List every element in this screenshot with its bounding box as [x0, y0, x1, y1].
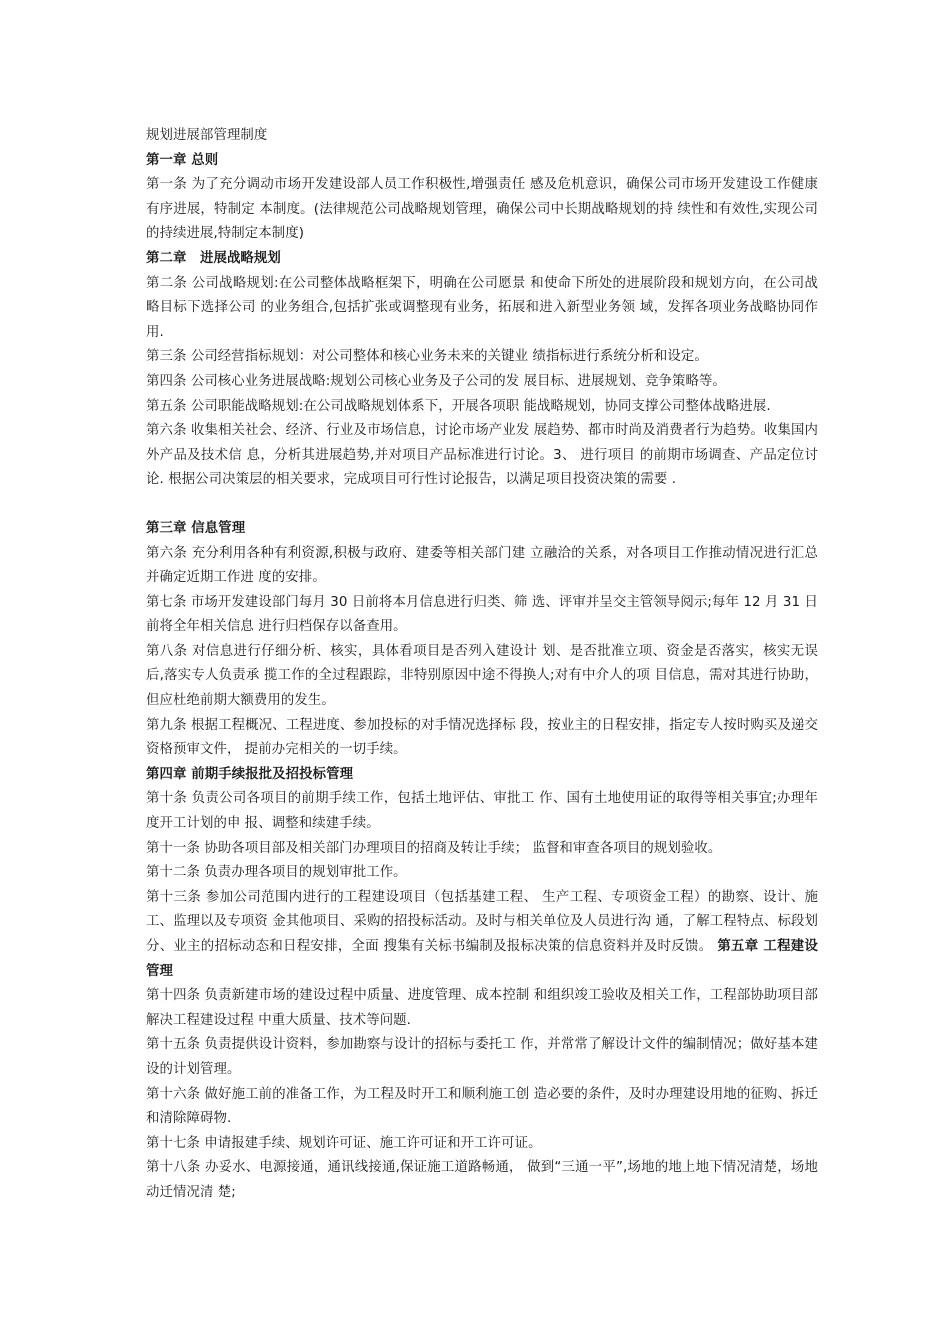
- article-18: 第十八条 办妥水、电源接通，通讯线接通,保证施工道路畅通， 做到“三通一平”,场地的地上地下情况清楚，场地动迁情况清 楚;: [146, 1160, 818, 1200]
- article-10: 第十条 负责公司各项目的前期手续工作，包括土地评估、审批工 作、国有土地使用证的取得等相关事宜;办理年度开工计划的申 报、调整和续建手续。: [146, 791, 818, 832]
- chapter-1-heading: 第一章 总则: [146, 152, 219, 168]
- chapter-4-heading: 第四章 前期手续报批及招投标管理: [146, 766, 354, 782]
- chapter-2-heading: 第二章 进展战略规划: [146, 250, 281, 266]
- article-16: 第十六条 做好施工前的准备工作，为工程及时开工和顺利施工创 造必要的条件，及时办理建设用地的征购、拆迁和清除障碍物.: [146, 1086, 818, 1127]
- article-15: 第十五条 负责提供设计资料，参加勘察与设计的招标与委托工 作，并常常了解设计文件的编制情况；做好基本建设的计划管理。: [146, 1037, 818, 1077]
- article-1: 第一条 为了充分调动市场开发建设部人员工作积极性,增强责任 感及危机意识，确保公司市场开发建设工作健康有序进展，特制定 本制度。(法律规范公司战略规划管理，确保公司中长期战略规划的持 续性和有效性,实现公司的持续进展,特制定本制度): [146, 177, 818, 242]
- article-13: [146, 886, 818, 984]
- article-14: 第十四条 负责新建市场的建设过程中质量、进度管理、成本控制 和组织竣工验收及相关工作，工程部协助项目部解决工程建设过程 中重大质量、技术等问题.: [146, 988, 818, 1028]
- article-11: 第十一条 协助各项目部及相关部门办理项目的招商及转让手续； 监督和审查各项目的规划验收。: [146, 840, 722, 856]
- article-17: 第十七条 申请报建手续、规划许可证、施工许可证和开工许可证。: [146, 1135, 542, 1151]
- paragraph-gap: [146, 493, 818, 517]
- document-body: [146, 124, 818, 1206]
- chapter-3-heading: 第三章 信息管理: [146, 520, 246, 536]
- chapter-5-heading: 第五章 工程建设管理: [146, 939, 818, 979]
- article-5: 第五条 公司职能战略规划:在公司战略规划体系下，开展各项职 能战略规划，协同支撑公司整体战略进展.: [146, 398, 771, 414]
- article-6b: 第六条 充分利用各种有利资源,积极与政府、建委等相关部门建 立融洽的关系，对各项目工作推动情况进行汇总并确定近期工作进 度的安排。: [146, 545, 818, 586]
- article-6a: 第六条 收集相关社会、经济、行业及市场信息，讨论市场产业发 展趋势、都市时尚及消费者行为趋势。收集国内外产品及技术信 息，分析其进展趋势,并对项目产品标准进行讨论。3、 进行项目 的前期市场调查、产品定位讨论. 根据公司决策层的相关要求，完成项目可行性讨论报告，以满足项目投资决策的需要 .: [146, 423, 818, 488]
- article-9: 第九条 根据工程概况、工程进度、参加投标的对手情况选择标 段，按业主的日程安排，指定专人按时购买及递交资格预审文件， 提前办完相关的一切手续。: [146, 717, 818, 758]
- article-2: 第二条 公司战略规划:在公司整体战略框架下，明确在公司愿景 和使命下所处的进展阶段和规划方向，在公司战略目标下选择公司 的业务组合,包括扩张或调整现有业务，拓展和进入新型业务领 域，发挥各项业务战略协同作用.: [146, 275, 818, 340]
- document-title: 规划进展部管理制度: [146, 128, 268, 143]
- article-12: 第十二条 负责办理各项目的规划审批工作。: [146, 865, 407, 881]
- article-8: 第八条 对信息进行仔细分析、核实，具体看项目是否列入建设计 划、是否批准立项、资金是否落实，核实无误后,落实专人负责承 揽工作的全过程跟踪，非特别原因中途不得换人;对有中介人的项 目信息，需对其进行协助，但应杜绝前期大额费用的发生。: [146, 643, 818, 709]
- article-13-text: 第十三条 参加公司范围内进行的工程建设项目（包括基建工程、 生产工程、专项资金工程）的勘察、设计、施工、监理以及专项资 金其他项目、采购的招投标活动。及时与相关单位及人员进行沟 通，了解工程特点、标段划分、业主的招标动态和日程安排，全面 搜集有关标书编制及报标决策的信息资料并及时反馈。: [146, 889, 818, 954]
- article-3: 第三条 公司经营指标规划：对公司整体和核心业务未来的关键业 绩指标进行系统分析和设定。: [146, 349, 708, 365]
- article-4: 第四条 公司核心业务进展战略:规划公司核心业务及子公司的发 展目标、进展规划、竞争策略等。: [146, 373, 726, 389]
- article-7: 第七条 市场开发建设部门每月 30 日前将本月信息进行归类、筛 选、评审并呈交主管领导阅示;每年 12 月 31 日前将全年相关信息 进行归档保存以备查用。: [146, 594, 818, 635]
